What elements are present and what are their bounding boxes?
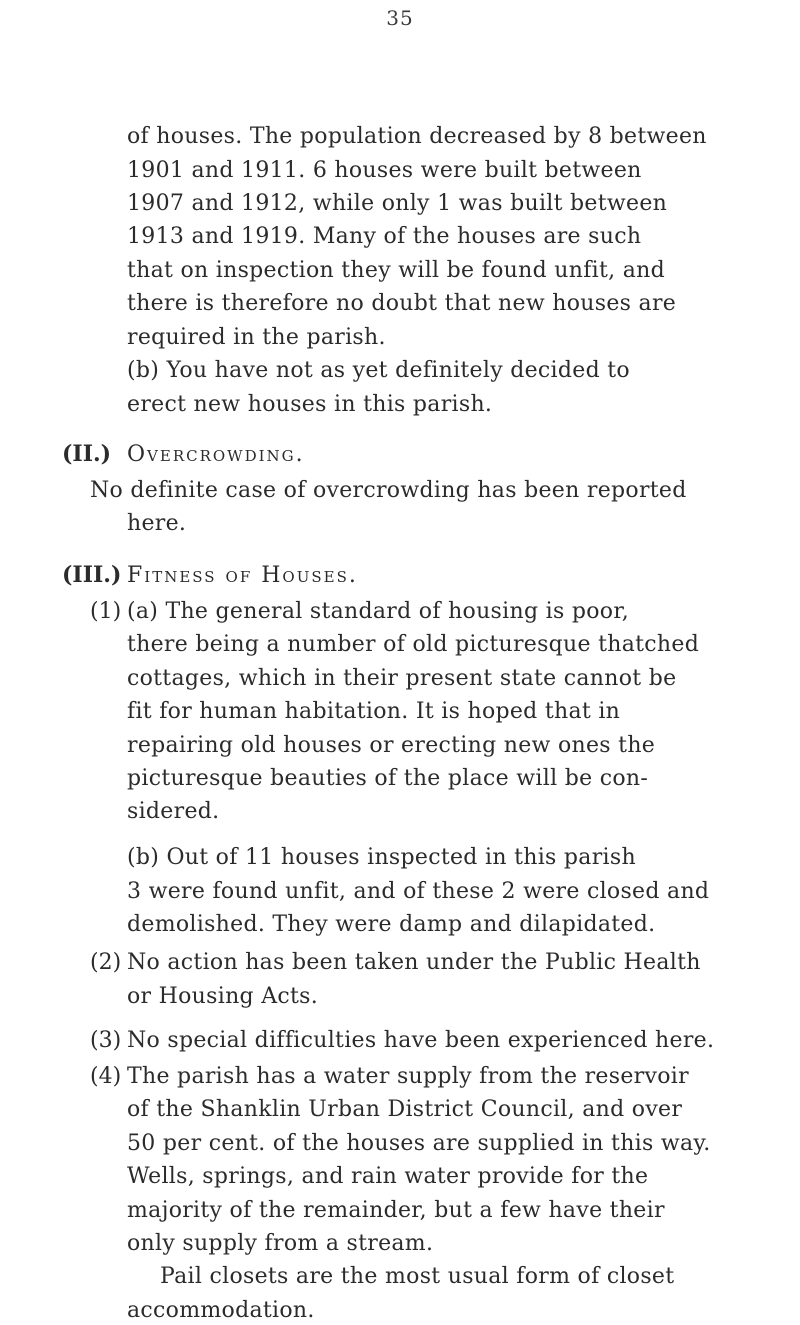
item-line: only supply from a stream. — [127, 1231, 434, 1256]
intro-line: 1901 and 1911. 6 houses were built between — [127, 158, 642, 183]
intro-line: 1907 and 1912, while only 1 was built between — [127, 191, 668, 216]
item-line: sidered. — [127, 799, 220, 824]
item-line: No action has been taken under the Public Health — [127, 950, 701, 975]
item-line: Wells, springs, and rain water provide for the — [127, 1164, 649, 1189]
item-line: fit for human habitation. It is hoped that in — [127, 699, 621, 724]
intro-line: there is therefore no doubt that new houses are — [127, 291, 677, 316]
section-number: (III.) — [62, 562, 122, 588]
section-ii-line: No definite case of overcrowding has been reported — [90, 478, 687, 503]
item-line: majority of the remainder, but a few have their — [127, 1198, 665, 1223]
intro-line: erect new houses in this parish. — [127, 392, 493, 417]
section-iii-heading — [62, 561, 358, 590]
intro-line: that on inspection they will be found unfit, and — [127, 258, 665, 283]
item-line: or Housing Acts. — [127, 984, 319, 1009]
item-line: Pail closets are the most usual form of closet — [160, 1264, 675, 1289]
page-number: 35 — [386, 6, 414, 30]
section-ii-line: here. — [127, 511, 187, 536]
item-line: No special difficulties have been experienced here. — [127, 1028, 715, 1053]
section-title: Overcrowding. — [127, 442, 305, 467]
intro-line: 1913 and 1919. Many of the houses are such — [127, 224, 642, 249]
intro-line: of houses. The population decreased by 8 between — [127, 124, 707, 149]
item-line: The parish has a water supply from the reservoir — [127, 1064, 689, 1089]
item-line: of the Shanklin Urban District Council, and over — [127, 1097, 683, 1122]
item-label: (2) — [90, 950, 122, 975]
intro-line: (b) You have not as yet definitely decided to — [127, 358, 630, 383]
item-label: (4) — [90, 1064, 122, 1089]
section-title: Fitness of Houses. — [127, 563, 358, 588]
item-line: accommodation. — [127, 1298, 315, 1323]
item-line: demolished. They were damp and dilapidated. — [127, 912, 656, 937]
item-line: there being a number of old picturesque thatched — [127, 632, 700, 657]
item-line: 3 were found unfit, and of these 2 were closed and — [127, 879, 710, 904]
item-line: repairing old houses or erecting new ones the — [127, 733, 656, 758]
item-line: 50 per cent. of the houses are supplied in this way. — [127, 1131, 711, 1156]
intro-line: required in the parish. — [127, 325, 386, 350]
item-line: (a) The general standard of housing is poor, — [127, 599, 630, 624]
section-ii-heading — [62, 440, 305, 469]
item-label: (3) — [90, 1028, 122, 1053]
section-number: (II.) — [62, 441, 112, 467]
item-line: picturesque beauties of the place will be con- — [127, 766, 649, 791]
item-line: cottages, which in their present state cannot be — [127, 666, 677, 691]
item-line: (b) Out of 11 houses inspected in this parish — [127, 845, 636, 870]
item-label: (1) — [90, 599, 122, 624]
